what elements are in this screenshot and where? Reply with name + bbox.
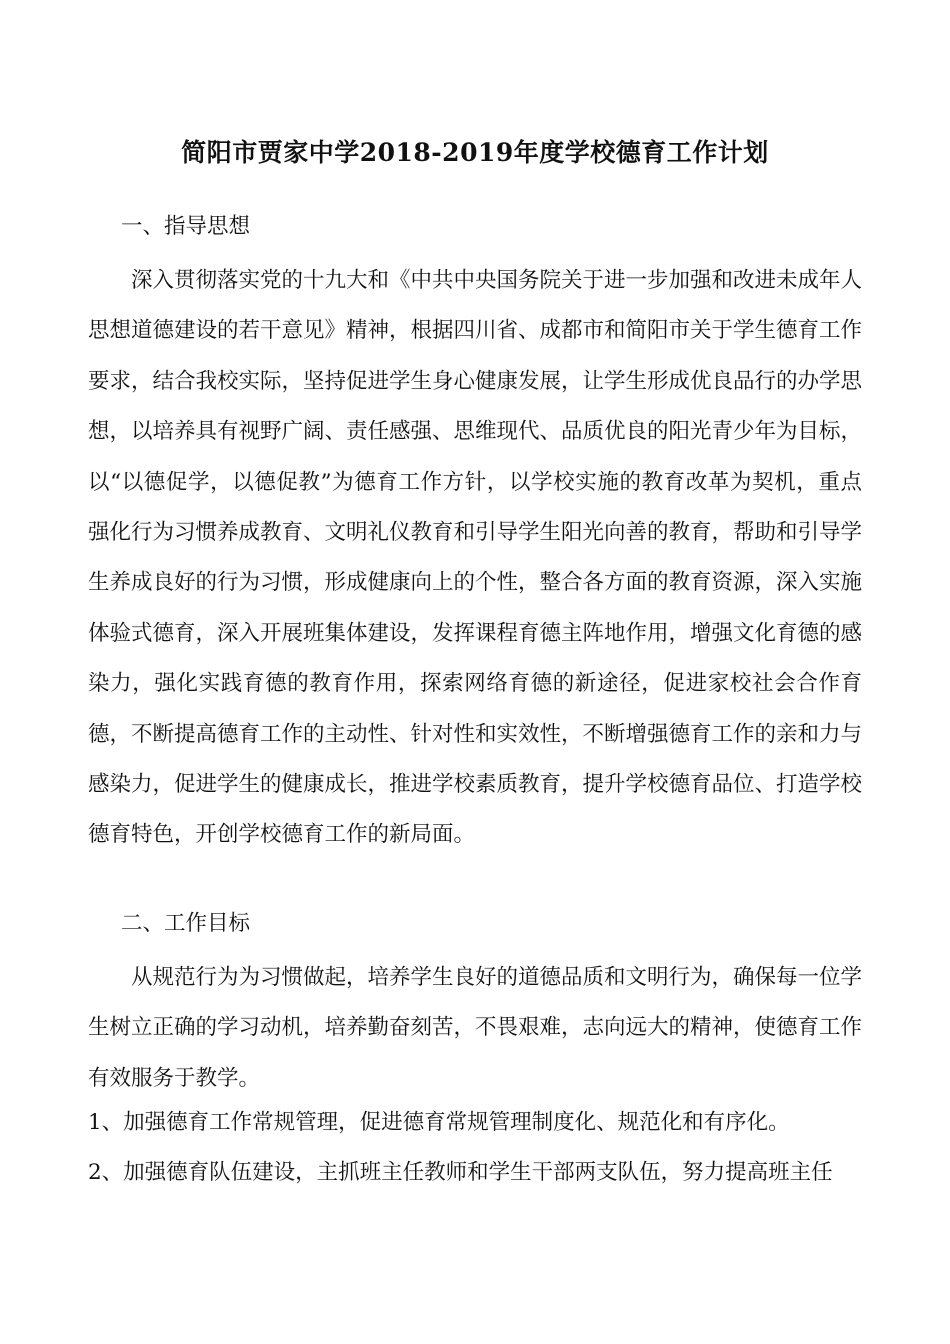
section-heading-guiding-ideology: 一、指导思想	[121, 214, 251, 239]
section-heading-work-goals: 二、工作目标	[121, 911, 251, 936]
list-item: 2、加强德育队伍建设，主抓班主任教师和学生干部两支队伍，努力提高班主任	[88, 1160, 833, 1185]
document-title: 简阳市贾家中学2018-2019年度学校德育工作计划	[181, 138, 769, 167]
guiding-ideology-paragraph: 深入贯彻落实党的十九大和《中共中央国务院关于进一步加强和改进未成年人思想道德建设的若干意见》精神，根据四川省、成都市和简阳市关于学生德育工作要求，结合我校实际，坚持促进学生身心健康发展，让学生形成优良品行的办学思想，以培养具有视野广阔、责任感强、思维现代、品质优良的阳光青少年为目标，以“以德促学，以德促教”为德育工作方针，以学校实施的教育改革为契机，重点强化行为习惯养成教育、文明礼仪教育和引导学生阳光向善的教育，帮助和引导学生养成良好的行为习惯，形成健康向上的个性，整合各方面的教育资源，深入实施体验式德育，深入开展班集体建设，发挥课程育德主阵地作用，增强文化育德的感染力，强化实践育德的教育作用，探索网络育德的新途径，促进家校社会合作育德，不断提高德育工作的主动性、针对性和实效性，不断增强德育工作的亲和力与感染力，促进学生的健康成长，推进学校素质教育，提升学校德育品位、打造学校德育特色，开创学校德育工作的新局面。	[88, 268, 863, 848]
list-item: 1、加强德育工作常规管理，促进德育常规管理制度化、规范化和有序化。	[88, 1110, 790, 1135]
work-goals-paragraph: 从规范行为为习惯做起，培养学生良好的道德品质和文明行为，确保每一位学生树立正确的学习动机，培养勤奋刻苦，不畏艰难，志向远大的精神，使德育工作有效服务于教学。	[88, 965, 863, 1091]
